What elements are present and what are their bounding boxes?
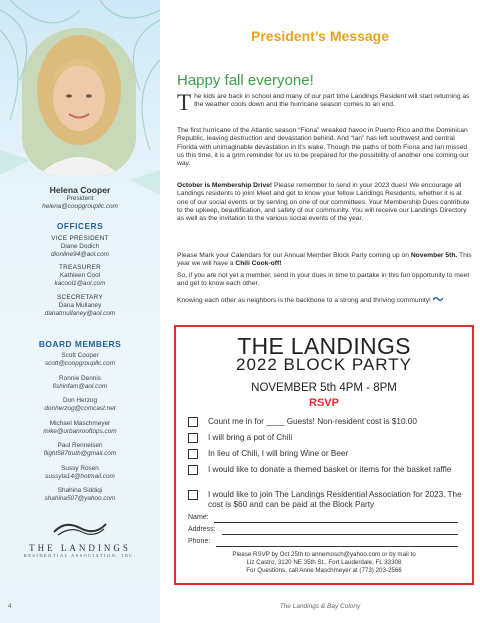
board-member bbox=[0, 397, 160, 413]
board-member bbox=[0, 465, 160, 481]
field-label: Phone: bbox=[188, 538, 211, 545]
rsvp-note-line: Liz Castro, 3120 NE 35th St., Fort Lauderdale, FL 33308 bbox=[246, 558, 402, 566]
option-label: I will bring a pot of Chili bbox=[208, 433, 293, 442]
rsvp-note bbox=[176, 551, 472, 574]
rsvp-subtitle: 2022 BLOCK PARTY bbox=[235, 355, 412, 374]
board-member-email[interactable]: shahina507@yahoo.com bbox=[44, 495, 116, 502]
wave-logo-icon bbox=[50, 518, 110, 538]
board-member-email[interactable]: donherzog@comcast.net bbox=[44, 405, 116, 412]
president-photo bbox=[22, 28, 136, 176]
field-label: Address: bbox=[188, 526, 216, 533]
president-title: President bbox=[66, 195, 94, 202]
rsvp-title: THE LANDINGS bbox=[237, 333, 411, 359]
main-content bbox=[160, 0, 480, 623]
checkbox[interactable] bbox=[188, 417, 198, 427]
hurricane-paragraph: The first hurricane of the Atlantic season “Fiona” wreaked havoc in Puerto Rico and the Dominican Republic, leaving destruction and devastation behind. And “Ian” has left southwest and central Florida with unimaginable devastation in it’s wake. Though the paths of both Fiona and Ian missed us this time, it is a grim reminder for us to be prepared for the possibility of another one coming our way. bbox=[177, 127, 469, 168]
field-label: Name: bbox=[188, 514, 209, 521]
board-member-name: Sussy Rosen bbox=[61, 465, 99, 472]
board-member bbox=[0, 420, 160, 436]
board-title: BOARD MEMBERS bbox=[38, 339, 122, 349]
board-member-email[interactable]: fishinfam@aol.com bbox=[52, 383, 108, 390]
officer-name: Diane Dodich bbox=[60, 243, 100, 250]
publication-footer: The Landings & Bay Colony bbox=[279, 603, 361, 610]
officer-role: SCECRETARY bbox=[56, 294, 104, 301]
name-field[interactable] bbox=[188, 514, 468, 524]
rsvp-note-line: Please RSVP by Oct 25th to annemosch@yahoo.com or by mail to bbox=[232, 551, 416, 558]
rsvp-note-line: For Questions, call Anne Maschmeyer at (773) 203-2566 bbox=[246, 566, 402, 574]
officers-title: OFFICERS bbox=[56, 221, 104, 231]
party-text-pre: Please Mark your Calendars for our Annual Member Block Party coming up on bbox=[177, 252, 411, 259]
party-paragraph bbox=[177, 252, 474, 269]
rsvp-date: NOVEMBER 5th 4PM - 8PM bbox=[251, 382, 397, 394]
party-date: November 5th. bbox=[410, 252, 458, 259]
closing-paragraph bbox=[177, 296, 474, 305]
wave-icon bbox=[433, 296, 443, 302]
membership-bold: October is Membership Drive! bbox=[177, 182, 273, 189]
sidebar bbox=[0, 0, 160, 623]
logo-name: THE LANDINGS bbox=[29, 543, 131, 553]
page-title: President’s Message bbox=[251, 28, 389, 44]
logo-sub: RESIDENTIAL ASSOCIATION, INC. bbox=[23, 553, 137, 558]
officer-email[interactable]: kacool1@aol.com bbox=[54, 280, 106, 287]
field-line bbox=[216, 546, 458, 547]
checkbox[interactable] bbox=[188, 465, 198, 475]
officer-treasurer bbox=[0, 264, 160, 288]
drop-cap: T bbox=[177, 90, 192, 115]
board-member-name: Paul Renneisen bbox=[57, 442, 103, 449]
officer-vice-president bbox=[0, 235, 160, 259]
intro-paragraph bbox=[177, 90, 474, 115]
greeting-heading: Happy fall everyone! bbox=[177, 72, 314, 89]
checkbox[interactable] bbox=[188, 490, 198, 500]
officer-name: Kathleen Cool bbox=[59, 272, 101, 279]
board-member-name: Scott Cooper bbox=[61, 352, 99, 359]
board-member-name: Michael Maschmeyer bbox=[49, 420, 111, 427]
party-chili: Chili Cook-off! bbox=[235, 260, 282, 268]
option-label: I would like to join The Landings Residential Association for 2023. The cost is $60 and can be paid at the Block Party bbox=[208, 490, 462, 509]
option-label: Count me in for ____ Guests! Non-resident cost is $10.00 bbox=[208, 417, 417, 426]
board-member bbox=[0, 375, 160, 391]
address-field[interactable] bbox=[188, 526, 468, 536]
officer-email[interactable]: danatmullaney@aol.com bbox=[44, 310, 116, 317]
officer-role: VICE PRESIDENT bbox=[51, 235, 109, 242]
board-member-name: Ronnie Dennis bbox=[59, 375, 101, 382]
board-member bbox=[0, 487, 160, 503]
board-member bbox=[0, 442, 160, 458]
page-number: 4 bbox=[8, 603, 12, 610]
president-block bbox=[0, 185, 160, 211]
board-member-email[interactable]: mike@urbanrooftops.com bbox=[43, 428, 117, 435]
board-member-name: Don Herzog bbox=[62, 397, 98, 404]
board-member-email[interactable]: sussyta14@hotmail.com bbox=[45, 473, 115, 480]
field-line bbox=[214, 522, 458, 523]
rsvp-label: RSVP bbox=[309, 397, 339, 409]
officer-secretary bbox=[0, 294, 160, 318]
board-member-email[interactable]: flight587truth@gmail.com bbox=[43, 450, 117, 457]
intro-text: he kids are back in school and many of our part time Landings Resident will start returning as the weather cools down and the hurricane season comes to an end. bbox=[194, 93, 470, 109]
officer-name: Dana Mullaney bbox=[58, 302, 102, 309]
landings-logo bbox=[20, 518, 140, 568]
option-label: I would like to donate a themed basket or items for the basket raffle bbox=[208, 465, 452, 474]
board-member-email[interactable]: scott@coopgroupllc.com bbox=[44, 360, 116, 367]
president-email[interactable]: helena@coopgroupllc.com bbox=[42, 203, 118, 210]
phone-field[interactable] bbox=[188, 538, 468, 548]
officer-email[interactable]: dionline94@aol.com bbox=[50, 251, 109, 258]
board-member bbox=[0, 352, 160, 368]
option-label: In lieu of Chili, I will bring Wine or Beer bbox=[208, 449, 349, 458]
field-line bbox=[222, 534, 458, 535]
party-text-mid: This year we will have a bbox=[177, 252, 472, 268]
officer-role: TREASURER bbox=[58, 264, 102, 271]
membership-text: Please remember to send in your 2023 dues! We encourage all Landings residents to join! Meet and get to know your fellow Landings Residents, whether it is at one of our social events or by serving on one of our committees. Your Membership Dues contribute to the upkeep, beautification, and safety of our community. You will receive our Landings Directory as well as the invitation to the various social events of the year. bbox=[177, 182, 470, 223]
membership-paragraph bbox=[177, 182, 474, 223]
checkbox[interactable] bbox=[188, 449, 198, 459]
board-member-name: Shahina Siddiqi bbox=[57, 487, 103, 494]
rsvp-form bbox=[174, 325, 474, 585]
closing-text: Knowing each other as neighbors is the backbone to a strong and thriving community! bbox=[177, 297, 431, 304]
president-name: Helena Cooper bbox=[49, 185, 111, 195]
join-paragraph: So, if you are not yet a member, send in your dues in time to partake in this fun opportunity to meet and get to know each other. bbox=[177, 272, 470, 288]
checkbox[interactable] bbox=[188, 433, 198, 443]
